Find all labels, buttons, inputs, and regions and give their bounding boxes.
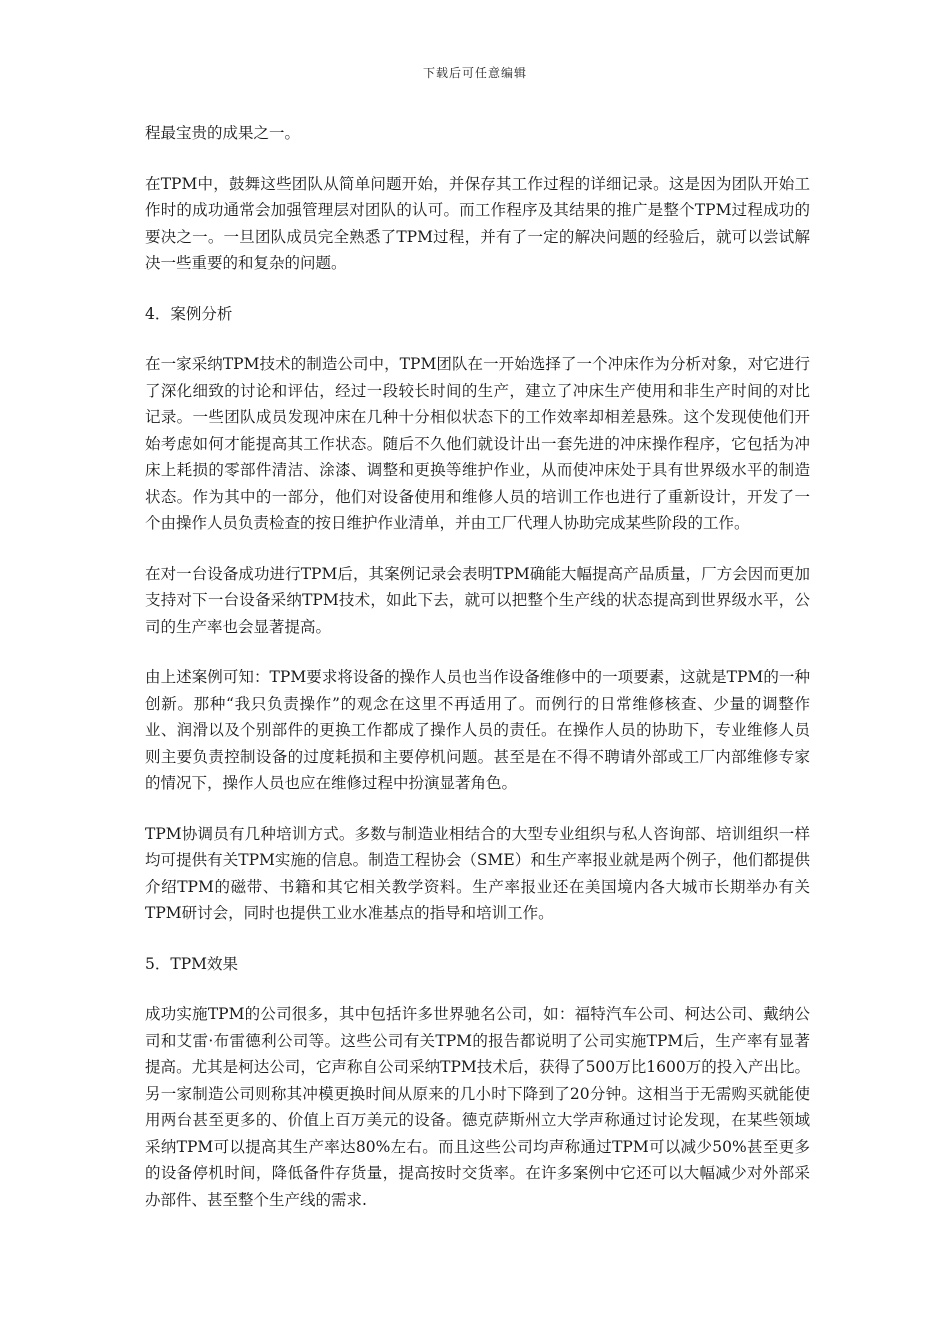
document-body [145,120,810,1237]
paragraph-case-lesson: 由上述案例可知：TPM要求将设备的操作人员也当作设备维修中的一项要素，这就是TPM的一种创新。那种“我只负责操作”的观念在这里不再适用了。而例行的日常维修核查、少量的调整作业、润滑以及个别部件的更换工作都成了操作人员的责任。在操作人员的协助下，专业维修人员则主要负责控制设备的过度耗损和主要停机问题。甚至是在不得不聘请外部或工厂内部维修专家的情况下，操作人员也应在维修过程中扮演显著角色。 [145,668,810,792]
paragraph-team-start: 在TPM中，鼓舞这些团队从简单问题开始，并保存其工作过程的详细记录。这是因为团队开始工作时的成功通常会加强管理层对团队的认可。而工作程序及其结果的推广是整个TPM过程成功的要决之一。一旦团队成员完全熟悉了TPM过程，并有了一定的解决问题的经验后，就可以尝试解决一些重要的和复杂的问题。 [145,174,810,272]
page-header: 下载后可任意编辑 [422,66,527,80]
section-heading-tpm-effects: 5．TPM效果 [145,954,239,973]
paragraph-effects: 成功实施TPM的公司很多，其中包括许多世界驰名公司，如：福特汽车公司、柯达公司、戴纳公司和艾雷·布雷德利公司等。这些公司有关TPM的报告都说明了公司实施TPM后，生产率有显著提高。尤其是柯达公司，它声称自公司采纳TPM技术后，获得了500万比1600万的投入产出比。另一家制造公司则称其冲模更换时间从原来的几小时下降到了20分钟。这相当于无需购买就能使用两台甚至更多的、价值上百万美元的设备。德克萨斯州立大学声称通过讨论发现，在某些领域采纳TPM可以提高其生产率达80%左右。而且这些公司均声称通过TPM可以减少50%甚至更多的设备停机时间，降低备件存货量，提高按时交货率。在许多案例中它还可以大幅减少对外部采办部件、甚至整个生产线的需求. [145,1005,810,1209]
paragraph-case-result: 在对一台设备成功进行TPM后，其案例记录会表明TPM确能大幅提高产品质量，厂方会因而更加支持对下一台设备采纳TPM技术，如此下去，就可以把整个生产线的状态提高到世界级水平，公司的生产率也会显著提高。 [145,564,810,636]
paragraph-training: TPM协调员有几种培训方式。多数与制造业相结合的大型专业组织与私人咨询部、培训组织一样均可提供有关TPM实施的信息。制造工程协会（SME）和生产率报业就是两个例子，他们都提供介绍TPM的磁带、书籍和其它相关教学资料。生产率报业还在美国境内各大城市长期举办有关TPM研讨会，同时也提供工业水准基点的指导和培训工作。 [145,824,810,922]
paragraph-intro-fragment: 程最宝贵的成果之一。 [145,124,301,142]
paragraph-case-press: 在一家采纳TPM技术的制造公司中，TPM团队在一开始选择了一个冲床作为分析对象，对它进行了深化细致的讨论和评估，经过一段较长时间的生产，建立了冲床生产使用和非生产时间的对比记录。一些团队成员发现冲床在几种十分相似状态下的工作效率却相差悬殊。这个发现使他们开始考虑如何才能提高其工作状态。随后不久他们就设计出一套先进的冲床操作程序，它包括为冲床上耗损的零部件清洁、涂漆、调整和更换等维护作业，从而使冲床处于具有世界级水平的制造状态。作为其中的一部分，他们对设备使用和维修人员的培训工作也进行了重新设计，开发了一个由操作人员负责检查的按日维护作业清单，并由工厂代理人协助完成某些阶段的工作。 [145,355,810,532]
section-heading-case-analysis: 4．案例分析 [145,304,233,323]
